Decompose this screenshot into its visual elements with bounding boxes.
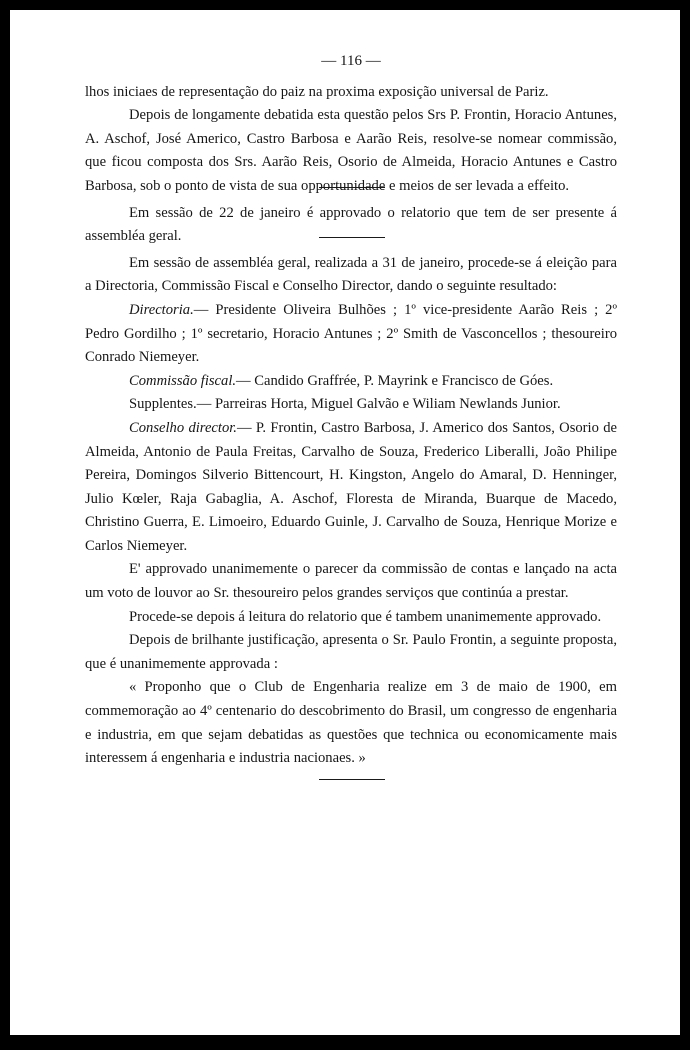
- section-divider: [319, 779, 385, 780]
- paragraph-directoria: [85, 299, 617, 370]
- paragraph-contas: E' approvado unanimemente o parecer da commissão de contas e lançado na acta um voto de louvor ao Sr. thesoureiro pelos grandes serviços que continúa a prestar.: [85, 561, 617, 602]
- supplentes-label: Supplentes.: [129, 396, 197, 413]
- book-page: [10, 10, 680, 1035]
- paragraph-debate: Depois de longamente debatida esta questão pelos Srs P. Frontin, Horacio Antunes, A. Aschof, José Americo, Castro Barbosa e Aarão Reis, resolve-se nomear commissão, que ficou composta dos Srs. Aarão Reis, Osorio de Almeida, Horacio Antunes e Castro Barbosa, sob o ponto de vista de sua opportunidade e meios de ser levada a effeito.: [85, 107, 617, 194]
- paragraph-assembly: Em sessão de assembléa geral, realizada a 31 de janeiro, procede-se á eleição para a Directoria, Commissão Fiscal e Conselho Director, dando o seguinte resultado:: [85, 254, 617, 295]
- directoria-text: — Presidente Oliveira Bulhões ; 1º vice-presidente Aarão Reis ; 2º Pedro Gordilho ; 1º secretario, Horacio Antunes ; 2º Smith de Vasconcellos ; thesoureiro Conrado Niemeyer.: [85, 301, 617, 366]
- paragraph-supplentes: [85, 393, 617, 417]
- paragraph-proposta-intro: Depois de brilhante justificação, apresenta o Sr. Paulo Frontin, a seguinte proposta, que é unanimemente approvada :: [85, 632, 617, 672]
- paragraph-conselho: [85, 417, 617, 559]
- conselho-text: — P. Frontin, Castro Barbosa, J. Americo dos Santos, Osorio de Almeida, Antonio de Paula Freitas, Carvalho de Souza, Frederico Liberalli, João Philipe Pereira, Domingos Silverio Bittencourt, H. Kingston, Angelo do Amaral, D. Henninger, Julio Kœler, Raja Gabaglia, A. Aschof, Floresta de Miranda, Buarque de Macedo, Christino Guerra, E. Limoeiro, Eduardo Guinle, J. Carvalho de Souza, Henrique Morize e Carlos Niemeyer.: [85, 419, 617, 554]
- section-divider: [319, 237, 385, 238]
- paragraph-fiscal: [85, 370, 617, 394]
- fiscal-text: — Candido Graffrée, P. Mayrink e Francisco de Góes.: [236, 372, 554, 389]
- page-text: [85, 50, 617, 780]
- paragraph-relatorio: Procede-se depois á leitura do relatorio que é tambem unanimemente approvado.: [129, 608, 602, 625]
- fiscal-label: Commissão fiscal.: [129, 372, 237, 389]
- directoria-label: Directoria.: [129, 301, 194, 318]
- paragraph-session-22: Em sessão de 22 de janeiro é approvado o relatorio que tem de ser presente á assembléa geral.: [85, 204, 617, 245]
- supplentes-text: — Parreiras Horta, Miguel Galvão e Wiliam Newlands Junior.: [196, 396, 561, 413]
- paragraph-continuation: lhos iniciaes de representação do paiz na proxima exposição universal de Pariz.: [85, 83, 549, 100]
- paragraph-proposta: « Proponho que o Club de Engenharia realize em 3 de maio de 1900, em commemoração ao 4º centenario do descobrimento do Brasil, um congresso de engenharia e industria, em que sejam debatidas as questões que technica ou economicamente mais interessem á engenharia e industria nacionaes. »: [85, 679, 617, 767]
- page-number: — 116 —: [321, 53, 381, 69]
- conselho-label: Conselho director.: [129, 419, 237, 436]
